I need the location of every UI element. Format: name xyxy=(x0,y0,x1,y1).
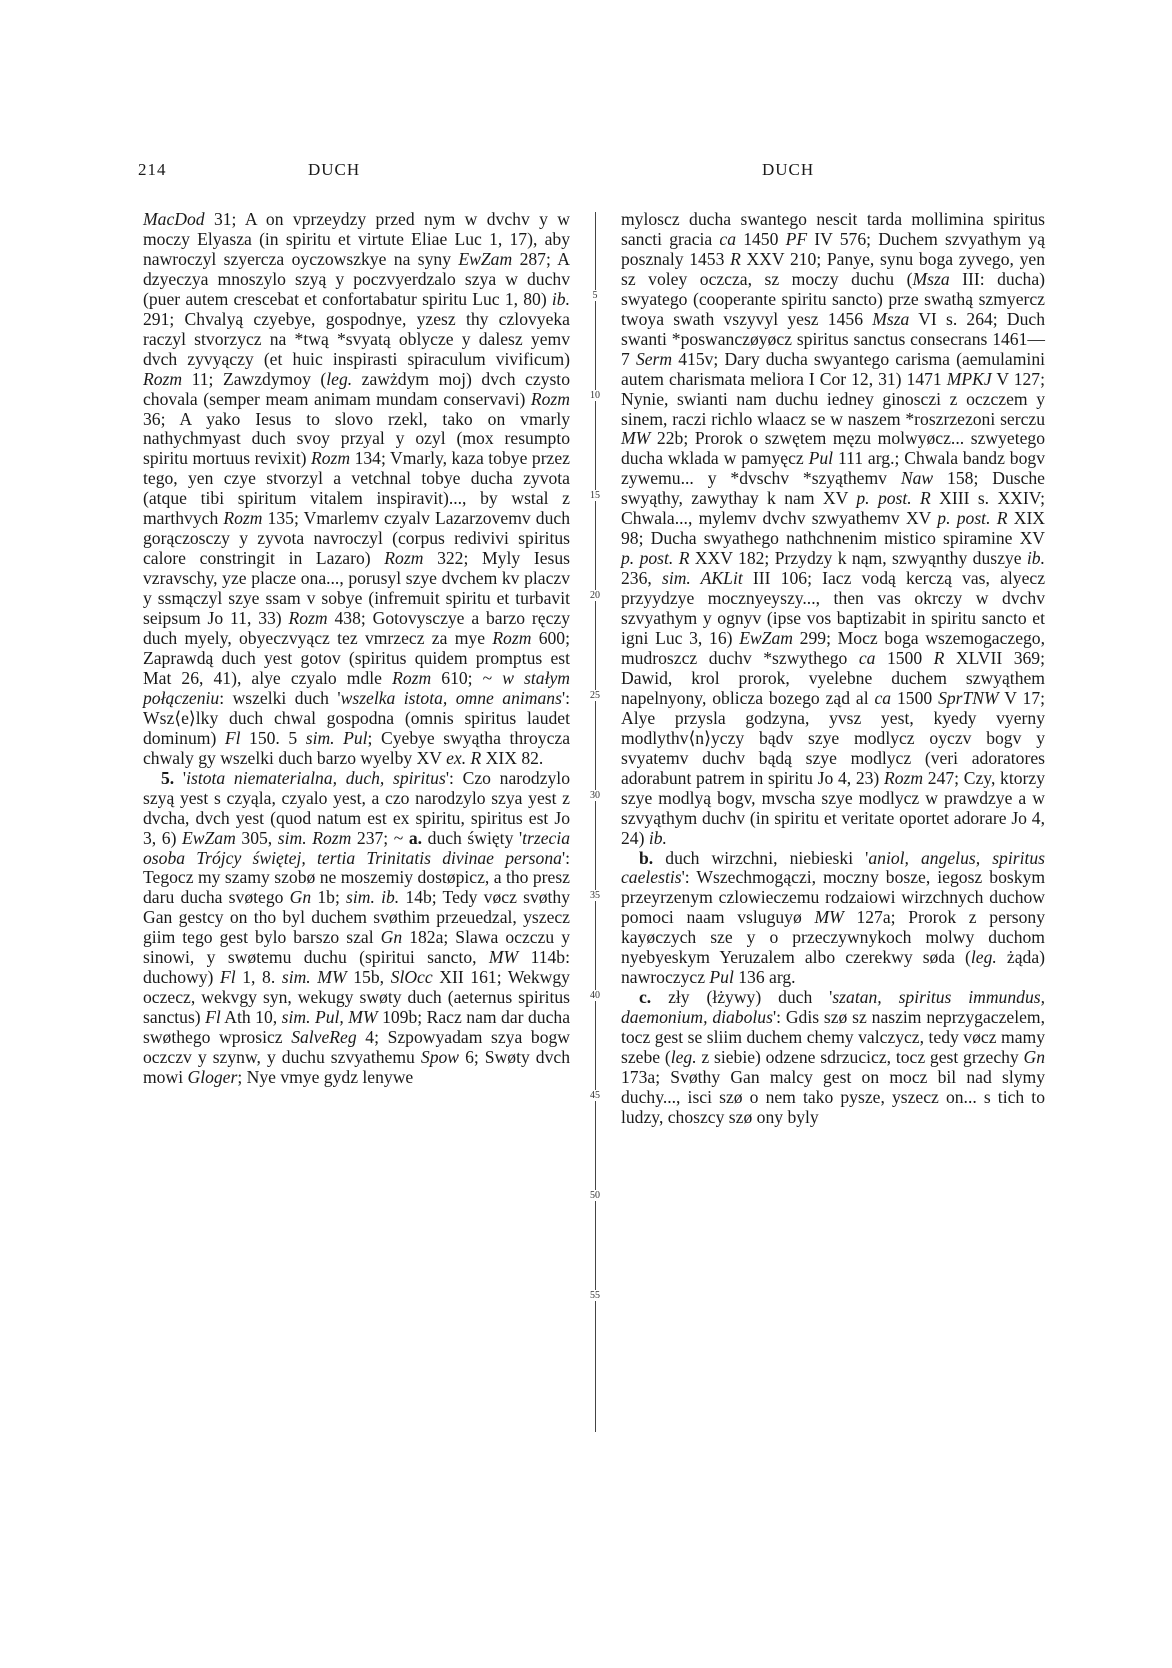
italic-run: EwZam xyxy=(458,248,513,269)
italic-run: sim. Rozm xyxy=(277,827,352,848)
italic-run: Pul xyxy=(808,448,834,469)
italic-run: Pul xyxy=(709,967,734,988)
italic-run: Rozm xyxy=(288,608,328,629)
italic-run: istota niematerialna, duch, spiritus xyxy=(186,767,446,788)
line-number-35: 35 xyxy=(583,890,607,901)
italic-run: Msza xyxy=(872,308,910,329)
italic-run: SlOcc xyxy=(390,967,433,988)
italic-run: p. post. R xyxy=(856,488,931,509)
italic-run: MPKJ xyxy=(946,368,992,389)
italic-run: Rozm xyxy=(883,767,924,788)
line-number-45: 45 xyxy=(583,1090,607,1101)
italic-run: Rozm xyxy=(530,388,570,409)
italic-run: p. post. R xyxy=(621,548,690,569)
running-header xyxy=(0,160,1172,184)
italic-run: ex. R xyxy=(446,747,482,768)
italic-run: MW xyxy=(814,907,844,928)
line-number-5: 5 xyxy=(583,290,607,301)
line-number-50: 50 xyxy=(583,1190,607,1201)
line-number-55: 55 xyxy=(583,1290,607,1301)
italic-run: Fl xyxy=(219,967,236,988)
italic-run: Fl xyxy=(224,727,241,748)
italic-run: ca xyxy=(874,687,892,708)
italic-run: p. post. R xyxy=(937,508,1008,529)
italic-run: Rozm xyxy=(384,548,424,569)
right-paragraph-1: myloscz ducha swantego nescit tarda mollimina spiritus sancti gracia ca 1450 PF IV 576; Duchem szvyathym yą posznaly 1453 R XXV 210; Panye, synu boga zyvego, yen sz voley oczcza, sz moczy duchu (Msza III: ducha) swyatego (cooperante spiritu sancto) prze swathą szmyercz twoya swath vszyvyl yesz 1456 Msza VI s. 264; Duch swanti *poswanczøyøcz spiritus sanctus consecrans 1461—7 Serm 415v; Dary ducha swyantego carisma (aemulamini autem charismata meliora I Cor 12, 31) 1471 MPKJ V 127; Nynie, swianti nam duchu iedney ginosczi z oczczem y sinem, raczi richlo wlaacz se w naszem *roszrzezoni serczu MW 22b; Prorok o szwętem męzu molwyøcz... szwyetego ducha wklada w pamyęcz Pul 111 arg.; Chwala bandz bogv zywemu... y *dvschv *szyąthemv Naw 158; Dusche swyąthy, zawythay k nam XV p. post. R XIII s. XXIV; Chwala..., mylemv dvchv szwyathemv XV p. post. R XIX 98; Ducha swyathego nathchnenim mistico spiramine XV p. post. R XXV 182; Przydzy k nąm, szwyąnthy duszye ib. 236, sim. AKLit III 106; Iacz vodą kerczą vas, alyecz przyydzye mocznyeyszy..., then vas okrczy w dvchv szvyathym y ognyv (ipse vos baptizabit in spiritu sancto et igni Luc 3, 16) EwZam 299; Mocz boga wszemogaczego, mudroszcz duchv *szwythego ca 1500 R XLVII 369; Dawid, krol prorok, vyelebne duchem szwyąthem napelnyony, oblicza bozego ząd al ca 1500 SprTNW V 17; Alye przysla godzyna, yvsz yest, kyedy vyerny modlythv⟨n⟩yczy bądv szye modlycz oyczv bogv y svyatemv duchv bądą szye modlycz (veri adoratores adorabunt patrem in spiritu Jo 4, 23) Rozm 247; Czy, ktorzy szye modlyą bogv, mvscha szye modlycz w prawdzye a w szvyąthym duchv (in spiritu et veritate oportet adorare Jo 4, 24) ib. xyxy=(621,209,1046,848)
italic-run: leg. xyxy=(670,1047,697,1068)
line-number-25: 25 xyxy=(583,690,607,701)
bold-run: a. xyxy=(408,827,423,848)
italic-run: Rozm xyxy=(143,368,183,389)
italic-run: sim. MW xyxy=(281,967,347,988)
line-number-30: 30 xyxy=(583,790,607,801)
italic-run: SalveReg xyxy=(291,1027,357,1048)
italic-run: MW xyxy=(488,947,519,968)
italic-run: Gn xyxy=(289,887,312,908)
italic-run: aniol, angelus, spiritus caelestis xyxy=(621,847,1045,888)
italic-run: w stałym połączeniu xyxy=(143,667,570,708)
italic-run: PF xyxy=(785,228,808,249)
italic-run: sim. Pul, MW xyxy=(281,1007,378,1028)
italic-run: leg. xyxy=(970,947,997,968)
italic-run: ca xyxy=(719,228,737,249)
right-paragraph-3: c. zły (łżywy) duch 'szatan, spiritus immundus, daemonium, diabolus': Gdis szø sz naszim neprzygaczelem, tocz gest se sliim duchem chemy valczycz, tedy vøcz mamy szebe (leg. z siebie) odzene sdrzucicz, tocz gest grzechy Gn 173a; Svøthy Gan malcy gest on mocz bil nad slymy duchy..., isci szø o nem tako pysze, yszecz on... s tich to ludzy, choszcy szø ony byly xyxy=(621,987,1046,1127)
italic-run: MacDod xyxy=(143,209,205,229)
italic-run: ib. xyxy=(551,288,570,309)
italic-run: Rozm xyxy=(392,667,432,688)
italic-run: ca xyxy=(858,647,876,668)
left-paragraph-2: 5. 'istota niematerialna, duch, spiritus': Czo narodzylo szyą yest s czyąla, czyalo yest, a czo narodzylo szya yest z dvcha, dvch yest (quod natum est ex spiritu, spiritus est Jo 3, 6) EwZam 305, sim. Rozm 237; ~ a. duch święty 'trzecia osoba Trójcy świętej, tertia Trinitatis divinae persona': Tegocz my szamy szobø ne moszemiy dostøpicz, a tho presz daru ducha svøtego Gn 1b; sim. ib. 14b; Tedy vøcz svøthy Gan gestcy on tho byl duchem svøthim przeuedzal, yszecz giim tego gest bylo barszo szal Gn 182a; Slawa oczczu y sinowi, y swøtemu duchu (spiritui sancto, MW 114b: duchowy) Fl 1, 8. sim. MW 15b, SlOcc XII 161; Wekwgy oczecz, wekvgy syn, wekugy swøty duch (aeternus spiritus sanctus) Fl Ath 10, sim. Pul, MW 109b; Racz nam dar ducha swøthego wprosicz SalveReg 4; Szpowyadam szya bogw oczczv y szynw, y duchu szvyathemu Spow 6; Swøty dvch mowi Gloger; Nye vmye gydz lenywe xyxy=(143,767,571,1087)
left-headword: DUCH xyxy=(308,160,361,179)
line-number-10: 10 xyxy=(583,390,607,401)
italic-run: MW xyxy=(621,428,651,449)
page-number: 214 xyxy=(138,160,167,179)
italic-run: Fl xyxy=(205,1007,221,1028)
italic-run: szatan, spiritus immundus, daemonium, diabolus xyxy=(621,987,1045,1028)
left-paragraph-1: MacDod 31; A on vprzeydzy przed nym w dvchv y w moczy Elyasza (in spiritu et virtute Eliae Luc 1, 17), aby nawroczyl szyercza oyczowszkye na syny EwZam 287; A dzyeczya mnoszylo szyą y poczvyerdzalo szya w duchv (puer autem crescebat et confortabatur spiritu Luc 1, 80) ib. 291; Chvalyą czyebye, gospodnye, yzesz thy czlovyeka raczyl stvorzycz na *twą *svyatą oblycze y dalesz yemv dvch zyvyączy (et huic inspirasti spiraculum vivificum) Rozm 11; Zawzdymoy (leg. zawżdym moj) dvch czysto chovala (semper meam animam mundam conservavi) Rozm 36; A yako Iesus to slovo rzekl, tako on vmarly nathychmyast duch svoy przyal y ozyl (mox resumpto spiritu mortuus revixit) Rozm 134; Vmarly, kaza tobye przez tego, yen czye stvorzyl a vetchnal tobye ducha zyvota (atque tibi spiritum vitalem inspiravit)..., by wstal z marthvych Rozm 135; Vmarlemv czyalv Lazarzovemv duch gorączosczy y zyvota navroczyl (corpus redivivi spiritus calore constringit in Lazaro) Rozm 322; Myly Iesus vzravschy, yze placze ona..., porusyl szye dvchem kv placzv y ssmączyl szye ssam v sobye (infremuit spiritu et turbavit seipsum Jo 11, 33) Rozm 438; Gotovysczye a barzo ręczy duch myely, obyeczvyącz tez vmrzecz za mye Rozm 600; Zaprawdą duch yest gotov (spiritus quidem promptus est Mat 26, 41), alye czyalo mdle Rozm 610; ~ w stałym połączeniu: wszelki duch 'wszelka istota, omne animans': Wsz⟨e⟩lky duch chwal gospodna (omnis spiritus laudet dominum) Fl 150. 5 sim. Pul; Cyebye swyątha throycza chwaly gy wszelki duch barzo wyelby XV ex. R XIX 82. xyxy=(143,209,571,768)
right-headword: DUCH xyxy=(762,160,815,179)
italic-run: R xyxy=(933,647,945,668)
bold-run: b. xyxy=(639,847,654,868)
line-number-15: 15 xyxy=(583,490,607,501)
italic-run: Spow xyxy=(420,1047,460,1068)
italic-run: Serm xyxy=(635,348,673,369)
right-paragraph-2: b. duch wirzchni, niebieski 'aniol, angelus, spiritus caelestis': Wszechmogączi, moczny bosze, iegosz boskym przeyrzenym czlowieczemu rodzaiowi wirzchnych duchow pomoci naam vsluguyø MW 127a; Prorok z persony kayøczych sze y o przeczywnykoch molwy duchom nyebyeskym Yeruzalem albo czerekwy søda (leg. żąda) nawroczycz Pul 136 arg. xyxy=(621,847,1045,988)
italic-run: leg. xyxy=(326,368,353,389)
italic-run: ib. xyxy=(648,827,667,848)
italic-run: Msza xyxy=(912,268,950,289)
italic-run: Gn xyxy=(380,927,403,948)
italic-run: Rozm xyxy=(223,508,263,529)
left-column xyxy=(143,210,570,1088)
italic-run: Rozm xyxy=(492,628,532,649)
italic-run: sim. ib. xyxy=(346,887,400,908)
italic-run: Rozm xyxy=(310,448,351,469)
bold-run: c. xyxy=(639,987,652,1008)
italic-run: ib. xyxy=(1026,548,1045,569)
italic-run: Gn xyxy=(1023,1047,1046,1068)
italic-run: trzecia osoba Trójcy świętej, tertia Trinitatis divinae persona xyxy=(143,827,571,868)
right-column xyxy=(621,210,1045,1128)
line-number-20: 20 xyxy=(583,590,607,601)
italic-run: sim. AKLit xyxy=(661,568,743,589)
italic-run: Gloger xyxy=(187,1066,238,1087)
italic-run: EwZam xyxy=(182,827,236,848)
italic-run: Naw xyxy=(900,468,934,489)
italic-run: wszelka istota, omne animans xyxy=(340,687,562,708)
bold-run: 5. xyxy=(161,767,175,788)
line-number-40: 40 xyxy=(583,990,607,1001)
italic-run: R xyxy=(730,248,741,269)
italic-run: sim. Pul xyxy=(305,727,368,748)
italic-run: SprTNW xyxy=(938,687,999,708)
italic-run: EwZam xyxy=(739,628,793,649)
